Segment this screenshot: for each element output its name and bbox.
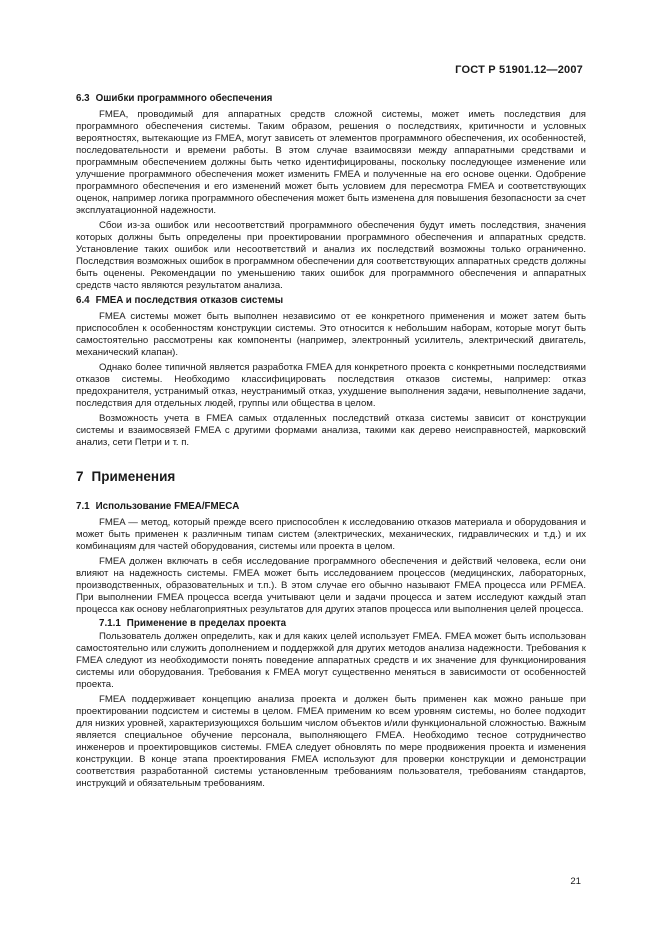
document-header: ГОСТ Р 51901.12—2007 bbox=[455, 64, 583, 76]
paragraph: FMEA — метод, который прежде всего приспособлен к исследованию отказов материала и оборудования и может быть применен к различным типам систем (электрических, механических, гидравлических и т.д.) и их комбинациям для частей оборудования, системы или проекта в целом. bbox=[76, 517, 586, 552]
chapter-number: 7 bbox=[76, 469, 84, 484]
section-number: 6.3 bbox=[76, 93, 90, 104]
section-number: 6.4 bbox=[76, 295, 90, 306]
section-heading-6-4 bbox=[76, 295, 586, 307]
section-number: 7.1 bbox=[76, 501, 90, 512]
paragraph: Пользователь должен определить, как и для каких целей использует FMEA. FMEA может быть использован самостоятельно или служить дополнением и поддержкой для других методов анализа надежности. Требования к FMEA следуют из необходимости понять поведение аппаратных средств и их значение для функционирования системы или оборудования. Требования к FMEA могут существенно меняться в зависимости от особенностей проекта. bbox=[76, 631, 586, 690]
section-title: Использование FMEA/FMECA bbox=[95, 501, 240, 512]
paragraph: FMEA поддерживает концепцию анализа проекта и должен быть применен как можно раньше при проектировании подсистем и системы в целом. FMEA применим ко всем уровням системы, но более подходит для низких уровней, характеризующихся большим числом объектов и/или функциональной сложностью. Важным является специальное обучение персонала, выполняющего FMEA. Необходимо тесное сотрудничество инженеров и проектировщиков системы. FMEA следует обновлять по мере продвижения проекта и изменения конструкции. В конце этапа проектирования FMEA используют для проверки конструкции и демонстрации соответствия разработанной системы установленным требованиям пользователя, требованиям стандартов, инструкций и обязательным требованиям. bbox=[76, 694, 586, 789]
section-title: Ошибки программного обеспечения bbox=[95, 93, 273, 104]
paragraph: Возможность учета в FMEA самых отдаленных последствий отказа системы зависит от конструкции системы и взаимосвязей FMEA с другими формами анализа, такими как дерево неисправностей, марковский анализ, сети Петри и т. п. bbox=[76, 413, 586, 448]
subsection-heading-7-1-1 bbox=[76, 618, 586, 630]
document-body bbox=[76, 93, 586, 793]
section-heading-6-3 bbox=[76, 93, 586, 105]
paragraph: FMEA, проводимый для аппаратных средств сложной системы, может иметь последствия для программного обеспечения системы. Таким образом, решения о последствиях, критичности и условных вероятностях, вытекающие из FMEA, могут зависеть от элементов программного обеспечения, их особенностей, последовательности и времени работы. В этом случае взаимосвязи между аппаратными средствами и программным обеспечением должны быть четко идентифицированы, поскольку последующее изменение или улучшение программного обеспечения может изменить FMEA и полученные на его основе оценки. Одобрение программного обеспечения и его изменений может быть условием для пересмотра FMEA и соответствующих оценок, например логика программного обеспечения может быть изменена для повышения безопасности за счет эксплуатационной надежности. bbox=[76, 109, 586, 216]
paragraph: FMEA должен включать в себя исследование программного обеспечения и действий человека, если они влияют на надежность системы. FMEA может быть исследованием процессов (медицинских, лабораторных, производственных, образовательных и т.п.). В этом случае его обычно называют FMEA процесса или PFMEA. При выполнении FMEA процесса всегда учитывают цели и задачи процесса и затем исследуют каждый этап процесса как основу неблагоприятных результатов для других этапов процесса или выполнения целей процесса. bbox=[76, 556, 586, 615]
paragraph: FMEA системы может быть выполнен независимо от ее конкретного применения и может затем быть приспособлен к особенностям конструкции системы. Это относится к небольшим наборам, которые могут быть самостоятельно рассмотрены как компоненты (например, электронный усилитель, электрический двигатель, механический клапан). bbox=[76, 311, 586, 358]
subsection-title: Применение в пределах проекта bbox=[126, 618, 287, 629]
section-title: FMEA и последствия отказов системы bbox=[95, 295, 284, 306]
paragraph: Сбои из-за ошибок или несоответствий программного обеспечения будут иметь последствия, значения которых должны быть определены при проектировании программного обеспечения и аппаратных средств. Установление таких ошибок или несоответствий и анализ их последствий возможны только ограниченно. Последствия возможных ошибок в программном обеспечении для соответствующих аппаратных средств должны быть оценены. Рекомендации по уменьшению таких ошибок для программного обеспечения и аппаратных средств часто являются результатом анализа. bbox=[76, 220, 586, 291]
page-number: 21 bbox=[570, 876, 581, 887]
paragraph: Однако более типичной является разработка FMEA для конкретного проекта с конкретными последствиями отказов системы. Необходимо классифицировать последствия отказов системы, например: отказ предохранителя, устранимый отказ, неустранимый отказ, ухудшение выполнения задачи, невыполнение задачи, последствия для отдельных людей, группы или общества в целом. bbox=[76, 362, 586, 409]
chapter-heading-7 bbox=[76, 471, 586, 483]
subsection-number: 7.1.1 bbox=[99, 618, 121, 629]
chapter-title: Применения bbox=[91, 469, 176, 484]
section-heading-7-1 bbox=[76, 501, 586, 513]
